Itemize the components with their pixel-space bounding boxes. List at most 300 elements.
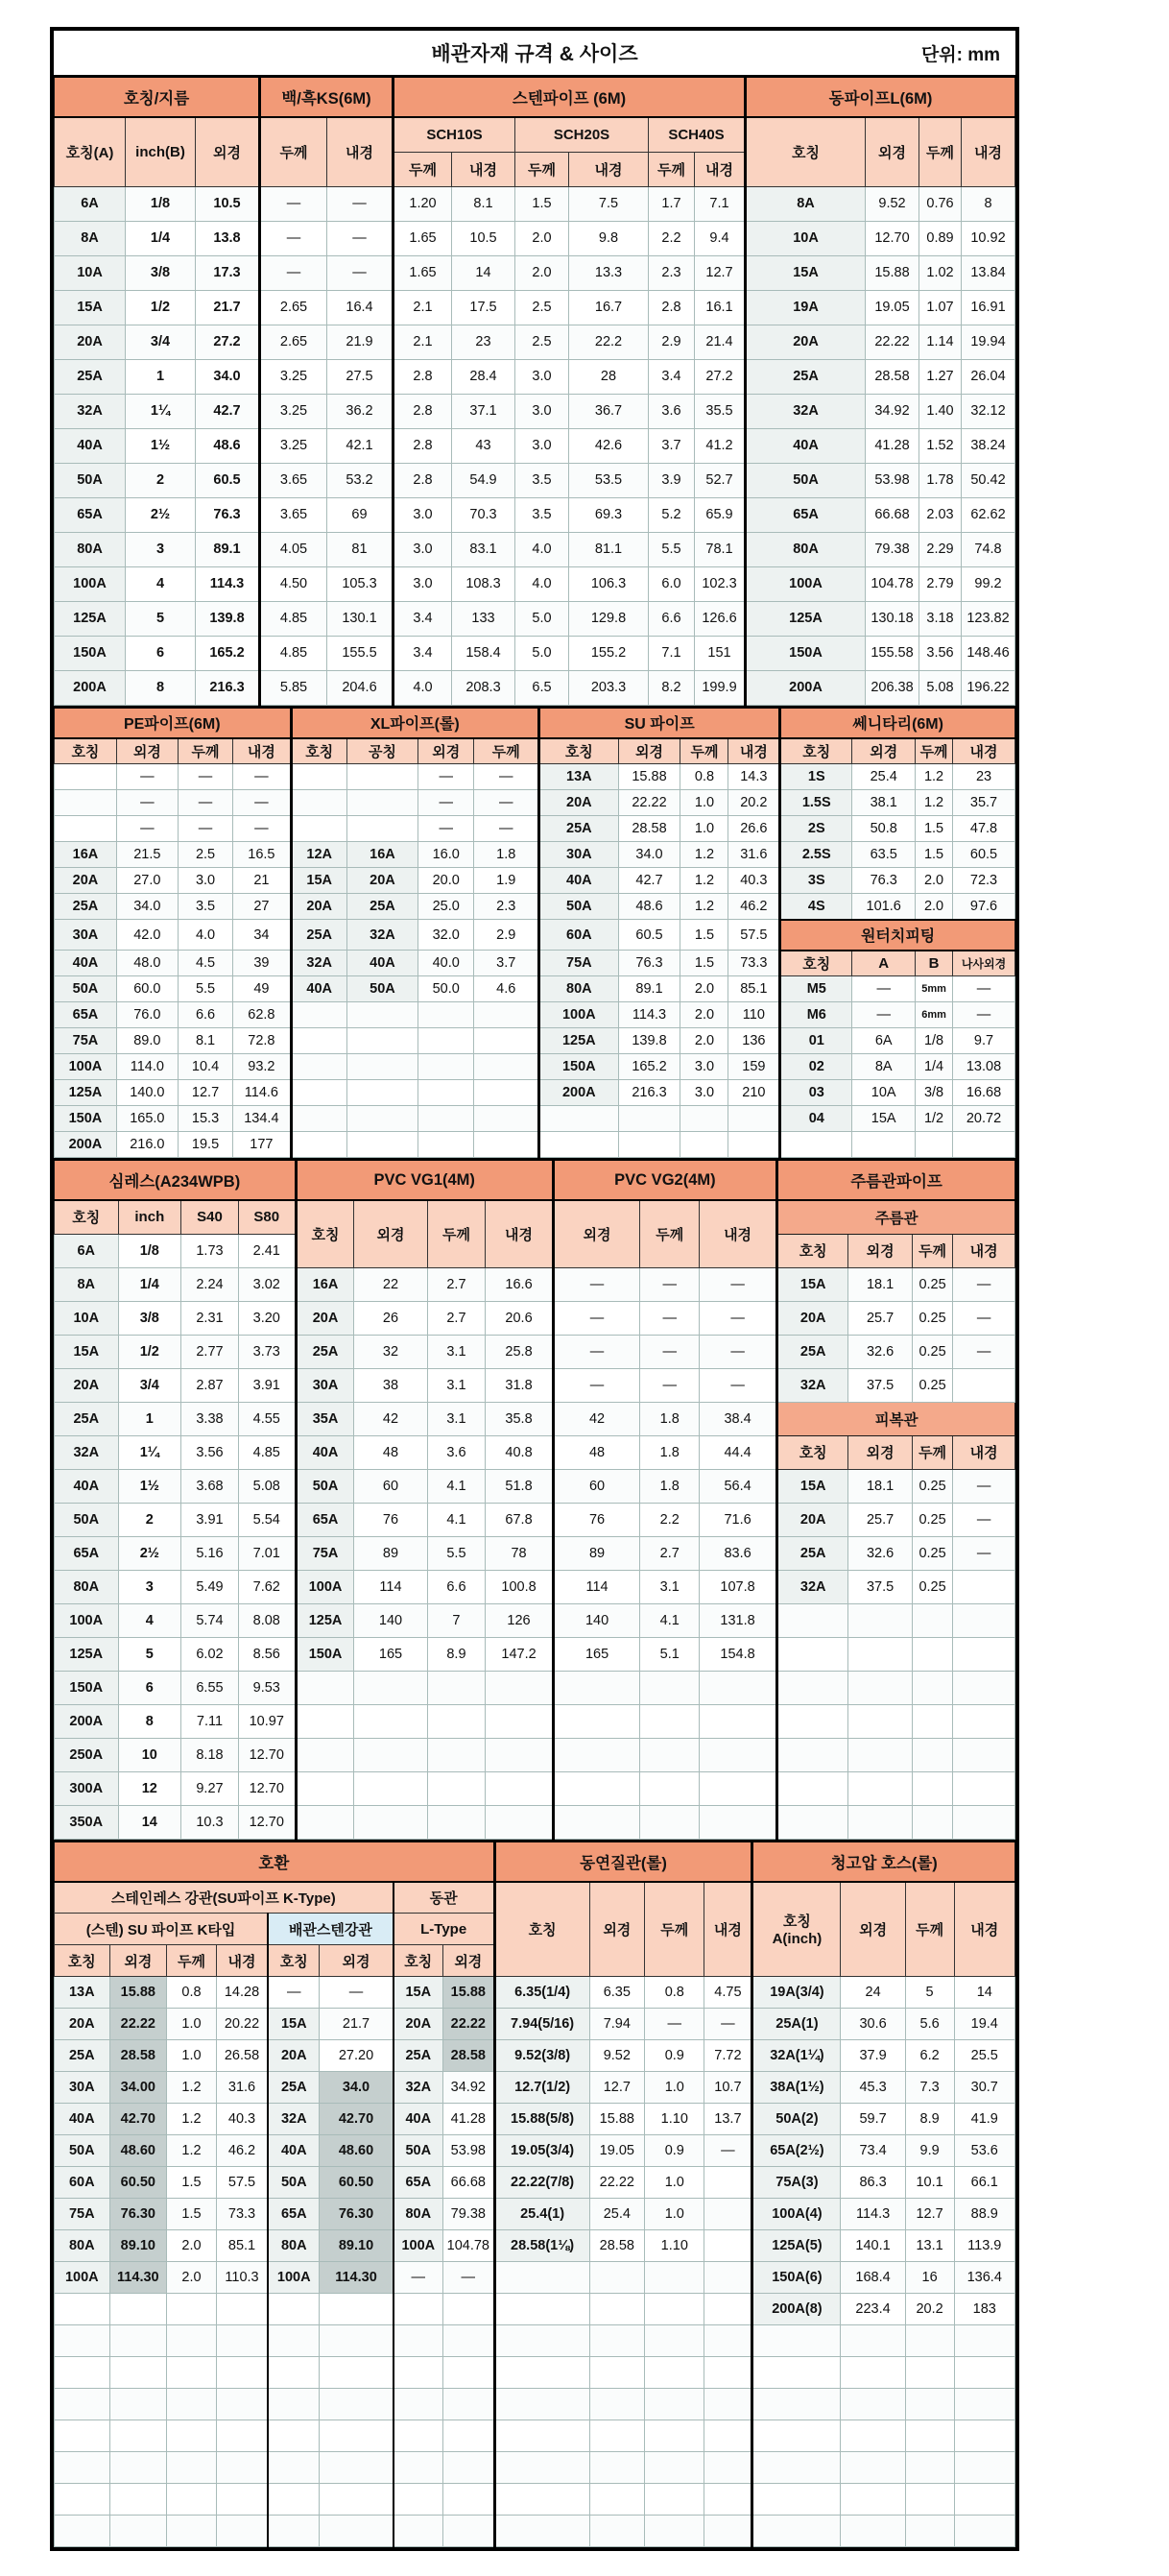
table-row	[55, 816, 1015, 842]
table-row	[55, 1002, 1015, 1028]
cell	[55, 790, 117, 816]
cell: 129.8	[569, 601, 649, 636]
cell: 45.3	[841, 2072, 905, 2104]
cell	[427, 1671, 486, 1704]
cell	[700, 1704, 777, 1738]
cell	[418, 1106, 474, 1132]
cell: 4.6	[474, 976, 539, 1002]
cell: 48	[553, 1435, 640, 1469]
cell: 2.0	[515, 221, 569, 255]
cell: 30A	[55, 2072, 110, 2104]
cell	[912, 1771, 952, 1805]
table-row	[55, 2167, 1015, 2199]
cell: 4.85	[260, 601, 327, 636]
cell: 78.1	[695, 532, 746, 566]
cell: 22.22	[866, 325, 919, 359]
cell	[354, 1704, 427, 1738]
cell	[704, 2167, 752, 2199]
cell	[589, 2357, 645, 2389]
table-row	[55, 1080, 1015, 1106]
cell: 65A	[55, 1536, 119, 1570]
cell: 7.62	[238, 1570, 296, 1603]
cell: 1.52	[919, 428, 962, 463]
column-header-cell: 호칭	[539, 738, 618, 764]
cell: —	[418, 764, 474, 790]
cell: 4.05	[260, 532, 327, 566]
cell: 32A	[777, 1570, 848, 1603]
cell: 0.25	[912, 1503, 952, 1536]
cell	[777, 1771, 848, 1805]
cell: 5.5	[427, 1536, 486, 1570]
cell	[912, 1738, 952, 1771]
cell	[394, 2484, 443, 2516]
cell: 1.14	[919, 325, 962, 359]
cell: —	[640, 1301, 700, 1335]
cell	[268, 2357, 320, 2389]
page-canvas	[0, 27, 1169, 2551]
cell: 158.4	[452, 636, 515, 670]
cell	[589, 2294, 645, 2325]
cell	[645, 2357, 704, 2389]
cell: 3.0	[515, 394, 569, 428]
cell: 32A	[55, 1435, 119, 1469]
cell	[953, 1671, 1015, 1704]
column-header-cell: 두께	[912, 1234, 952, 1267]
cell	[777, 1704, 848, 1738]
cell	[296, 1805, 354, 1839]
cell: 4.1	[427, 1469, 486, 1503]
cell: 3.4	[394, 601, 452, 636]
cell: 60	[553, 1469, 640, 1503]
cell	[291, 1080, 346, 1106]
cell: 69.3	[569, 497, 649, 532]
cell: 155.5	[327, 636, 394, 670]
cell: 2.0	[167, 2230, 217, 2262]
cell: —	[553, 1368, 640, 1402]
cell: 73.3	[216, 2199, 268, 2230]
cell	[55, 2294, 110, 2325]
column-header-cell: 두께	[640, 1200, 700, 1267]
cell: 72.8	[233, 1028, 291, 1054]
cell: 10A	[852, 1080, 916, 1106]
cell: 2.0	[916, 868, 953, 894]
cell	[954, 2516, 1014, 2547]
cell: 25A	[55, 359, 126, 394]
column-header-cell: 호칭	[746, 117, 866, 186]
cell: 1.2	[680, 842, 728, 868]
cell: 2.8	[649, 290, 695, 325]
cell: 25A	[55, 1402, 119, 1435]
cell: 15.88	[866, 255, 919, 290]
cell: 200A	[55, 1132, 117, 1158]
cell	[418, 1002, 474, 1028]
column-header-cell: 외경	[109, 1945, 167, 1977]
cell: 19.94	[962, 325, 1015, 359]
column-header-cell: 두께	[178, 738, 232, 764]
cell: 26.04	[962, 359, 1015, 394]
cell: 134.4	[233, 1106, 291, 1132]
cell: 2.0	[680, 1002, 728, 1028]
cell: 6A	[55, 186, 126, 221]
section-header-cell: PE파이프(6M)	[55, 707, 292, 738]
cell	[494, 2420, 589, 2452]
cell: 31.8	[486, 1368, 553, 1402]
cell	[216, 2516, 268, 2547]
cell: 30A	[296, 1368, 354, 1402]
table-row	[55, 2262, 1015, 2294]
cell: 4.55	[238, 1402, 296, 1435]
cell: 60.5	[196, 463, 260, 497]
cell	[494, 2325, 589, 2357]
cell: 89	[354, 1536, 427, 1570]
table-row	[55, 1503, 1015, 1536]
cell: 2.29	[919, 532, 962, 566]
cell: 25A	[346, 894, 418, 920]
cell: 12.70	[238, 1738, 296, 1771]
cell: —	[700, 1301, 777, 1335]
cell: 4.85	[238, 1435, 296, 1469]
cell	[780, 1132, 852, 1158]
cell: 15A	[55, 1335, 119, 1368]
cell	[418, 1028, 474, 1054]
cell	[296, 1671, 354, 1704]
cell: 19.05	[866, 290, 919, 325]
table-row	[55, 221, 1015, 255]
cell: 65A	[55, 497, 126, 532]
table-row	[55, 1132, 1015, 1158]
cell: —	[640, 1368, 700, 1402]
cell: 15A	[291, 868, 346, 894]
column-header-cell: 호칭	[394, 1945, 443, 1977]
cell: 3.65	[260, 497, 327, 532]
cell: 12.70	[238, 1805, 296, 1839]
cell: 2.0	[916, 894, 953, 920]
cell: 30.7	[954, 2072, 1014, 2104]
cell	[55, 2389, 110, 2420]
table-row	[55, 2230, 1015, 2262]
table-row	[55, 1771, 1015, 1805]
cell: 85.1	[216, 2230, 268, 2262]
cell: 1.5	[680, 920, 728, 951]
cell: 150A	[55, 1671, 119, 1704]
cell: 155.2	[569, 636, 649, 670]
cell: 5	[118, 1637, 181, 1671]
cell: 48.60	[109, 2135, 167, 2167]
table-row	[55, 1805, 1015, 1839]
column-header-cell: 외경	[116, 738, 178, 764]
cell: 165	[553, 1637, 640, 1671]
cell	[848, 1805, 913, 1839]
cell: —	[704, 2009, 752, 2040]
column-header-cell: SCH40S	[649, 117, 746, 152]
cell: 0.8	[167, 1977, 217, 2009]
cell: 16A	[55, 842, 117, 868]
cell: 150A	[55, 636, 126, 670]
cell: 40A	[55, 428, 126, 463]
cell: 2.5	[515, 325, 569, 359]
table-row	[55, 764, 1015, 790]
column-header-cell: 내경	[233, 738, 291, 764]
cell: 21	[233, 868, 291, 894]
cell	[354, 1771, 427, 1805]
cell: 20A	[777, 1301, 848, 1335]
cell: 34	[233, 920, 291, 951]
cell: 1.2	[916, 790, 953, 816]
cell: 6.0	[649, 566, 695, 601]
cell: 12A	[291, 842, 346, 868]
cell	[268, 2389, 320, 2420]
cell: 6.2	[905, 2040, 954, 2072]
cell	[905, 2389, 954, 2420]
cell: 3.91	[238, 1368, 296, 1402]
cell: 10.92	[962, 221, 1015, 255]
section-header-cell: 청고압 호스(롤)	[752, 1841, 1015, 1882]
cell	[539, 1106, 618, 1132]
column-header-cell: 내경	[953, 1234, 1015, 1267]
cell	[704, 2230, 752, 2262]
cell: 34.0	[618, 842, 680, 868]
cell: 2	[118, 1503, 181, 1536]
cell: 80A	[55, 2230, 110, 2262]
cell: 3.1	[427, 1402, 486, 1435]
cell	[912, 1704, 952, 1738]
cell	[704, 2389, 752, 2420]
cell	[394, 2452, 443, 2484]
page-title: 배관자재 규격 & 사이즈	[431, 43, 638, 65]
cell: 8.9	[905, 2104, 954, 2135]
cell: 3.1	[427, 1335, 486, 1368]
cell: 65A	[394, 2167, 443, 2199]
cell: —	[442, 2262, 494, 2294]
cell: 14	[954, 1977, 1014, 2009]
cell: 100A(4)	[752, 2199, 841, 2230]
cell	[704, 2357, 752, 2389]
cell	[953, 1637, 1015, 1671]
column-header-cell: 외경	[320, 1945, 394, 1977]
cell: 22.22	[589, 2167, 645, 2199]
cell	[954, 2389, 1014, 2420]
cell: 114.3	[618, 1002, 680, 1028]
cell	[291, 1002, 346, 1028]
cell: 6.02	[181, 1637, 239, 1671]
table-row	[55, 1267, 1015, 1301]
cell: 34.92	[866, 394, 919, 428]
cell	[777, 1805, 848, 1839]
cell: 107.8	[700, 1570, 777, 1603]
cell	[394, 2294, 443, 2325]
seamless-pvc-corrugated-table	[54, 1158, 1015, 1840]
cell	[296, 1704, 354, 1738]
cell: 1/2	[916, 1106, 953, 1132]
cell: 114	[354, 1570, 427, 1603]
cell: 15A	[777, 1267, 848, 1301]
cell	[109, 2516, 167, 2547]
cell: 25A	[55, 2040, 110, 2072]
cell: 27.0	[116, 868, 178, 894]
column-header-cell: 외경	[618, 738, 680, 764]
cell: 2.9	[474, 920, 539, 951]
cell: 89.1	[196, 532, 260, 566]
column-header-cell: inch(B)	[126, 117, 196, 186]
title-bar	[54, 31, 1015, 75]
cell: 49	[233, 976, 291, 1002]
cell: 0.25	[912, 1536, 952, 1570]
cell	[268, 2452, 320, 2484]
cell: —	[268, 1977, 320, 2009]
cell: 16A	[346, 842, 418, 868]
cell: 32.12	[962, 394, 1015, 428]
table-row	[55, 2040, 1015, 2072]
cell: 106.3	[569, 566, 649, 601]
cell	[680, 1132, 728, 1158]
cell: 1/4	[916, 1054, 953, 1080]
cell: 3/4	[118, 1368, 181, 1402]
cell: 1¼	[118, 1435, 181, 1469]
cell: 10	[118, 1738, 181, 1771]
cell: 4.85	[260, 636, 327, 670]
column-header-cell: 호칭 A(inch)	[752, 1882, 841, 1977]
cell: 50A	[539, 894, 618, 920]
cell	[752, 2484, 841, 2516]
cell	[268, 2294, 320, 2325]
cell	[704, 2199, 752, 2230]
cell: 0.76	[919, 186, 962, 221]
cell: 15.88	[442, 1977, 494, 2009]
cell: 42.70	[109, 2104, 167, 2135]
cell: 38.24	[962, 428, 1015, 463]
cell	[474, 1080, 539, 1106]
cell: 12.70	[238, 1771, 296, 1805]
cell: 60.50	[320, 2167, 394, 2199]
cell: 25A	[291, 920, 346, 951]
cell: 5.85	[260, 670, 327, 705]
cell: 20.6	[486, 1301, 553, 1335]
cell: 1.5S	[780, 790, 852, 816]
table-row	[55, 1335, 1015, 1368]
column-header-cell: 내경	[962, 117, 1015, 186]
cell: 8.56	[238, 1637, 296, 1671]
cell: 0.25	[912, 1267, 952, 1301]
header-row	[55, 707, 1015, 738]
cell: 13.3	[569, 255, 649, 290]
column-header-cell: 외경	[866, 117, 919, 186]
cell: —	[418, 816, 474, 842]
cell: 6.6	[427, 1570, 486, 1603]
cell: 136	[728, 1028, 780, 1054]
cell: —	[233, 790, 291, 816]
cell: 165.0	[116, 1106, 178, 1132]
cell: 3/4	[126, 325, 196, 359]
cell: —	[953, 1536, 1015, 1570]
cell	[700, 1738, 777, 1771]
cell	[752, 2389, 841, 2420]
column-header-cell: 내경	[700, 1200, 777, 1267]
cell	[905, 2516, 954, 2547]
cell	[954, 2484, 1014, 2516]
cell: 78	[486, 1536, 553, 1570]
cell: 46.2	[728, 894, 780, 920]
section-header-cell: 원터치피팅	[780, 920, 1015, 951]
cell: 15.88	[109, 1977, 167, 2009]
cell: 100A	[268, 2262, 320, 2294]
column-header-cell: L-Type	[394, 1914, 495, 1945]
cell: 80A	[268, 2230, 320, 2262]
cell: 140	[553, 1603, 640, 1637]
cell	[752, 2325, 841, 2357]
column-header-cell: 두께	[427, 1200, 486, 1267]
cell	[905, 2420, 954, 2452]
cell: 7.1	[695, 186, 746, 221]
cell: B	[916, 951, 953, 976]
cell: 32A	[394, 2072, 443, 2104]
cell: 2½	[118, 1536, 181, 1570]
cell: 5.16	[181, 1536, 239, 1570]
cell	[553, 1671, 640, 1704]
cell	[953, 1704, 1015, 1738]
cell: 125A	[55, 601, 126, 636]
cell	[841, 2452, 905, 2484]
cell: 3.68	[181, 1469, 239, 1503]
cell: —	[320, 1977, 394, 2009]
cell	[442, 2420, 494, 2452]
cell: 1.10	[645, 2104, 704, 2135]
cell: 15A	[268, 2009, 320, 2040]
cell: 2.65	[260, 290, 327, 325]
cell: 14	[452, 255, 515, 290]
cell: 40.3	[728, 868, 780, 894]
cell: 4	[126, 566, 196, 601]
table-row	[55, 325, 1015, 359]
cell: 6.35(1/4)	[494, 1977, 589, 2009]
cell: 14.3	[728, 764, 780, 790]
cell: 6A	[852, 1028, 916, 1054]
cell: 60A	[539, 920, 618, 951]
table-row	[55, 1637, 1015, 1671]
cell	[291, 790, 346, 816]
cell: 20A	[55, 2009, 110, 2040]
cell: 89.10	[109, 2230, 167, 2262]
cell: 4.1	[640, 1603, 700, 1637]
cell: 14.28	[216, 1977, 268, 2009]
cell: 20A	[291, 894, 346, 920]
cell	[704, 2484, 752, 2516]
cell	[320, 2484, 394, 2516]
cell: 44.4	[700, 1435, 777, 1469]
column-header-cell: 호칭	[268, 1945, 320, 1977]
cell: 196.22	[962, 670, 1015, 705]
table-row	[55, 2516, 1015, 2547]
cell	[442, 2294, 494, 2325]
column-header-cell: S40	[181, 1200, 239, 1234]
cell	[953, 1570, 1015, 1603]
cell: 7.94	[589, 2009, 645, 2040]
cell: 30A	[539, 842, 618, 868]
cell: —	[640, 1267, 700, 1301]
cell	[216, 2452, 268, 2484]
cell: 114.3	[196, 566, 260, 601]
cell	[841, 2357, 905, 2389]
column-header-cell: inch	[118, 1200, 181, 1234]
cell: 6.55	[181, 1671, 239, 1704]
cell: 41.9	[954, 2104, 1014, 2135]
cell	[346, 1054, 418, 1080]
cell: 0.25	[912, 1469, 952, 1503]
cell	[752, 2516, 841, 2547]
cell: —	[260, 186, 327, 221]
cell	[777, 1603, 848, 1637]
cell: 1.5	[515, 186, 569, 221]
cell: 79.38	[866, 532, 919, 566]
